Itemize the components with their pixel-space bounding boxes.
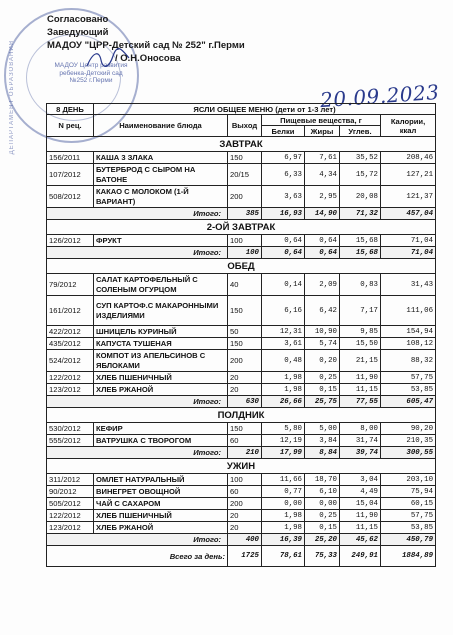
calories-value: 154,94 — [381, 326, 436, 338]
total-calories: 605,47 — [381, 396, 436, 408]
fat-value: 0,20 — [305, 350, 340, 372]
section-header-row — [47, 137, 436, 152]
col-recipe-header: N рец. — [47, 115, 94, 137]
portion-output: 200 — [228, 498, 262, 510]
protein-value: 12,31 — [262, 326, 305, 338]
dish-name: ХЛЕБ РЖАНОЙ — [94, 384, 228, 396]
fat-value: 0,25 — [305, 372, 340, 384]
grand-total-calories: 1884,89 — [381, 546, 436, 567]
section-title: УЖИН — [47, 459, 436, 474]
grand-total-output: 1725 — [228, 546, 262, 567]
table-row — [47, 498, 436, 510]
recipe-number: 122/2012 — [47, 510, 94, 522]
portion-output: 20 — [228, 522, 262, 534]
portion-output: 150 — [228, 423, 262, 435]
carbs-value: 20,08 — [340, 186, 381, 208]
dish-name: ВИНЕГРЕТ ОВОЩНОЙ — [94, 486, 228, 498]
fat-value: 0,00 — [305, 498, 340, 510]
table-row — [47, 338, 436, 350]
section-header-row — [47, 259, 436, 274]
fat-value: 6,42 — [305, 296, 340, 326]
carbs-value: 3,04 — [340, 474, 381, 486]
section-total-row — [47, 208, 436, 220]
menu-body — [47, 137, 436, 567]
carbs-value: 35,52 — [340, 152, 381, 164]
fat-value: 3,84 — [305, 435, 340, 447]
total-output: 630 — [228, 396, 262, 408]
table-row — [47, 274, 436, 296]
portion-output: 40 — [228, 274, 262, 296]
total-carbs: 71,32 — [340, 208, 381, 220]
protein-value: 12,19 — [262, 435, 305, 447]
total-output: 385 — [228, 208, 262, 220]
fat-value: 5,74 — [305, 338, 340, 350]
calories-value: 127,21 — [381, 164, 436, 186]
total-calories: 300,55 — [381, 447, 436, 459]
dish-name: ХЛЕБ РЖАНОЙ — [94, 522, 228, 534]
portion-output: 150 — [228, 152, 262, 164]
total-carbs: 45,62 — [340, 534, 381, 546]
table-title: ЯСЛИ ОБЩЕЕ МЕНЮ (дети от 1-3 лет) — [94, 104, 436, 115]
fat-value: 0,15 — [305, 384, 340, 396]
total-fat: 25,75 — [305, 396, 340, 408]
section-total-row — [47, 396, 436, 408]
total-protein: 17,99 — [262, 447, 305, 459]
protein-value: 1,98 — [262, 510, 305, 522]
dish-name: ЧАЙ С САХАРОМ — [94, 498, 228, 510]
carbs-value: 11,15 — [340, 522, 381, 534]
calories-value: 75,94 — [381, 486, 436, 498]
recipe-number: 505/2012 — [47, 498, 94, 510]
portion-output: 50 — [228, 326, 262, 338]
calories-value: 111,06 — [381, 296, 436, 326]
protein-value: 3,63 — [262, 186, 305, 208]
grand-total-row — [47, 546, 436, 567]
protein-value: 6,16 — [262, 296, 305, 326]
total-output: 210 — [228, 447, 262, 459]
recipe-number: 79/2012 — [47, 274, 94, 296]
section-header-row — [47, 220, 436, 235]
table-row — [47, 423, 436, 435]
dish-name: БУТЕРБРОД С СЫРОМ НА БАТОНЕ — [94, 164, 228, 186]
stamp-ring-text: ДЕПАРТАМЕНТ ОБРАЗОВАНИЯ — [9, 40, 15, 155]
total-label: Итого: — [47, 396, 228, 408]
dish-name: КАША 3 ЗЛАКА — [94, 152, 228, 164]
calories-value: 57,75 — [381, 372, 436, 384]
dish-name: КОМПОТ ИЗ АПЕЛЬСИНОВ С ЯБЛОКАМИ — [94, 350, 228, 372]
recipe-number: 161/2012 — [47, 296, 94, 326]
total-output: 400 — [228, 534, 262, 546]
calories-value: 108,12 — [381, 338, 436, 350]
fat-value: 4,34 — [305, 164, 340, 186]
col-output-header: Выход — [228, 115, 262, 137]
section-total-row — [47, 447, 436, 459]
table-row — [47, 326, 436, 338]
col-carbs-header: Углев. — [340, 126, 381, 137]
total-carbs: 39,74 — [340, 447, 381, 459]
fat-value: 18,70 — [305, 474, 340, 486]
carbs-value: 11,90 — [340, 510, 381, 522]
section-title: 2-ОЙ ЗАВТРАК — [47, 220, 436, 235]
total-label: Итого: — [47, 208, 228, 220]
recipe-number: 123/2012 — [47, 522, 94, 534]
stamp-center-text: МАДОУ Центр развития ребенка-Детский сад №252 г.Перми — [54, 62, 128, 85]
recipe-number: 156/2011 — [47, 152, 94, 164]
fat-value: 10,90 — [305, 326, 340, 338]
section-title: ЗАВТРАК — [47, 137, 436, 152]
portion-output: 150 — [228, 296, 262, 326]
dish-name: ВАТРУШКА С ТВОРОГОМ — [94, 435, 228, 447]
recipe-number: 90/2012 — [47, 486, 94, 498]
dish-name: ШНИЦЕЛЬ КУРИНЫЙ — [94, 326, 228, 338]
dish-name: КАПУСТА ТУШЕНАЯ — [94, 338, 228, 350]
section-total-row — [47, 534, 436, 546]
carbs-value: 11,90 — [340, 372, 381, 384]
table-row — [47, 435, 436, 447]
total-fat: 14,90 — [305, 208, 340, 220]
fat-value: 2,95 — [305, 186, 340, 208]
total-calories: 450,79 — [381, 534, 436, 546]
position-label: Заведующий — [47, 27, 109, 38]
protein-value: 1,98 — [262, 522, 305, 534]
carbs-value: 15,72 — [340, 164, 381, 186]
total-label: Итого: — [47, 247, 228, 259]
section-total-row — [47, 247, 436, 259]
total-protein: 16,39 — [262, 534, 305, 546]
grand-total-carbs: 249,91 — [340, 546, 381, 567]
protein-value: 1,98 — [262, 384, 305, 396]
dish-name: КАКАО С МОЛОКОМ (1-Й ВАРИАНТ) — [94, 186, 228, 208]
fat-value: 7,61 — [305, 152, 340, 164]
portion-output: 100 — [228, 235, 262, 247]
protein-value: 0,77 — [262, 486, 305, 498]
organization-name: МАДОУ "ЦРР-Детский сад № 252" г.Перми — [47, 40, 245, 51]
calories-value: 60,15 — [381, 498, 436, 510]
section-header-row — [47, 459, 436, 474]
total-fat: 0,64 — [305, 247, 340, 259]
dish-name: ХЛЕБ ПШЕНИЧНЫЙ — [94, 510, 228, 522]
protein-value: 6,97 — [262, 152, 305, 164]
protein-value: 0,14 — [262, 274, 305, 296]
portion-output: 200 — [228, 350, 262, 372]
total-fat: 25,20 — [305, 534, 340, 546]
carbs-value: 15,68 — [340, 235, 381, 247]
menu-date: 20.09.2023 — [319, 79, 441, 113]
carbs-value: 15,50 — [340, 338, 381, 350]
total-carbs: 77,55 — [340, 396, 381, 408]
approval-label: Согласовано — [47, 14, 109, 25]
director-name: / О.Н.Оносова — [115, 53, 181, 64]
calories-value: 121,37 — [381, 186, 436, 208]
protein-value: 0,00 — [262, 498, 305, 510]
calories-value: 210,35 — [381, 435, 436, 447]
calories-value: 90,20 — [381, 423, 436, 435]
dish-name: СУП КАРТОФ.С МАКАРОННЫМИ ИЗДЕЛИЯМИ — [94, 296, 228, 326]
portion-output: 60 — [228, 486, 262, 498]
table-row — [47, 486, 436, 498]
recipe-number: 422/2012 — [47, 326, 94, 338]
col-nutrients-header: Пищевые вещества, г — [262, 115, 381, 126]
portion-output: 20 — [228, 510, 262, 522]
portion-output: 100 — [228, 474, 262, 486]
table-row — [47, 522, 436, 534]
recipe-number: 311/2012 — [47, 474, 94, 486]
total-carbs: 15,68 — [340, 247, 381, 259]
fat-value: 2,09 — [305, 274, 340, 296]
protein-value: 6,33 — [262, 164, 305, 186]
recipe-number: 126/2012 — [47, 235, 94, 247]
table-row — [47, 510, 436, 522]
table-row — [47, 372, 436, 384]
portion-output: 20/15 — [228, 164, 262, 186]
recipe-number: 123/2012 — [47, 384, 94, 396]
portion-output: 60 — [228, 435, 262, 447]
recipe-number: 555/2012 — [47, 435, 94, 447]
table-row — [47, 152, 436, 164]
carbs-value: 21,15 — [340, 350, 381, 372]
table-row — [47, 235, 436, 247]
table-row — [47, 164, 436, 186]
calories-value: 208,46 — [381, 152, 436, 164]
section-header-row — [47, 408, 436, 423]
total-calories: 457,04 — [381, 208, 436, 220]
col-fat-header: Жиры — [305, 126, 340, 137]
table-row — [47, 384, 436, 396]
portion-output: 20 — [228, 384, 262, 396]
protein-value: 1,98 — [262, 372, 305, 384]
fat-value: 5,00 — [305, 423, 340, 435]
portion-output: 150 — [228, 338, 262, 350]
total-output: 100 — [228, 247, 262, 259]
col-dish-header: Наименование блюда — [94, 115, 228, 137]
protein-value: 5,80 — [262, 423, 305, 435]
calories-value: 53,85 — [381, 522, 436, 534]
section-title: ПОЛДНИК — [47, 408, 436, 423]
protein-value: 0,64 — [262, 235, 305, 247]
carbs-value: 9,85 — [340, 326, 381, 338]
grand-total-label: Всего за день: — [47, 546, 228, 567]
recipe-number: 524/2012 — [47, 350, 94, 372]
day-label: 8 ДЕНЬ — [47, 104, 94, 115]
total-protein: 26,66 — [262, 396, 305, 408]
grand-total-protein: 78,61 — [262, 546, 305, 567]
carbs-value: 4,49 — [340, 486, 381, 498]
recipe-number: 508/2012 — [47, 186, 94, 208]
calories-value: 88,32 — [381, 350, 436, 372]
portion-output: 20 — [228, 372, 262, 384]
col-protein-header: Белки — [262, 126, 305, 137]
carbs-value: 31,74 — [340, 435, 381, 447]
fat-value: 0,64 — [305, 235, 340, 247]
calories-value: 53,85 — [381, 384, 436, 396]
total-protein: 0,64 — [262, 247, 305, 259]
recipe-number: 530/2012 — [47, 423, 94, 435]
recipe-number: 435/2012 — [47, 338, 94, 350]
carbs-value: 11,15 — [340, 384, 381, 396]
col-calories-header: Калории, ккал — [381, 115, 436, 137]
calories-value: 31,43 — [381, 274, 436, 296]
carbs-value: 0,83 — [340, 274, 381, 296]
fat-value: 0,15 — [305, 522, 340, 534]
total-label: Итого: — [47, 534, 228, 546]
calories-value: 57,75 — [381, 510, 436, 522]
total-fat: 8,84 — [305, 447, 340, 459]
total-label: Итого: — [47, 447, 228, 459]
table-row — [47, 296, 436, 326]
dish-name: ОМЛЕТ НАТУРАЛЬНЫЙ — [94, 474, 228, 486]
table-row — [47, 350, 436, 372]
carbs-value: 7,17 — [340, 296, 381, 326]
carbs-value: 15,04 — [340, 498, 381, 510]
dish-name: САЛАТ КАРТОФЕЛЬНЫЙ С СОЛЕНЫМ ОГУРЦОМ — [94, 274, 228, 296]
calories-value: 71,04 — [381, 235, 436, 247]
recipe-number: 122/2012 — [47, 372, 94, 384]
protein-value: 11,66 — [262, 474, 305, 486]
recipe-number: 107/2012 — [47, 164, 94, 186]
dish-name: ФРУКТ — [94, 235, 228, 247]
carbs-value: 8,00 — [340, 423, 381, 435]
dish-name: ХЛЕБ ПШЕНИЧНЫЙ — [94, 372, 228, 384]
dish-name: КЕФИР — [94, 423, 228, 435]
section-title: ОБЕД — [47, 259, 436, 274]
total-protein: 16,93 — [262, 208, 305, 220]
calories-value: 203,10 — [381, 474, 436, 486]
table-row — [47, 186, 436, 208]
table-row — [47, 474, 436, 486]
protein-value: 0,48 — [262, 350, 305, 372]
fat-value: 0,25 — [305, 510, 340, 522]
protein-value: 3,61 — [262, 338, 305, 350]
menu-table — [46, 103, 436, 567]
portion-output: 200 — [228, 186, 262, 208]
total-calories: 71,04 — [381, 247, 436, 259]
fat-value: 6,10 — [305, 486, 340, 498]
grand-total-fat: 75,33 — [305, 546, 340, 567]
